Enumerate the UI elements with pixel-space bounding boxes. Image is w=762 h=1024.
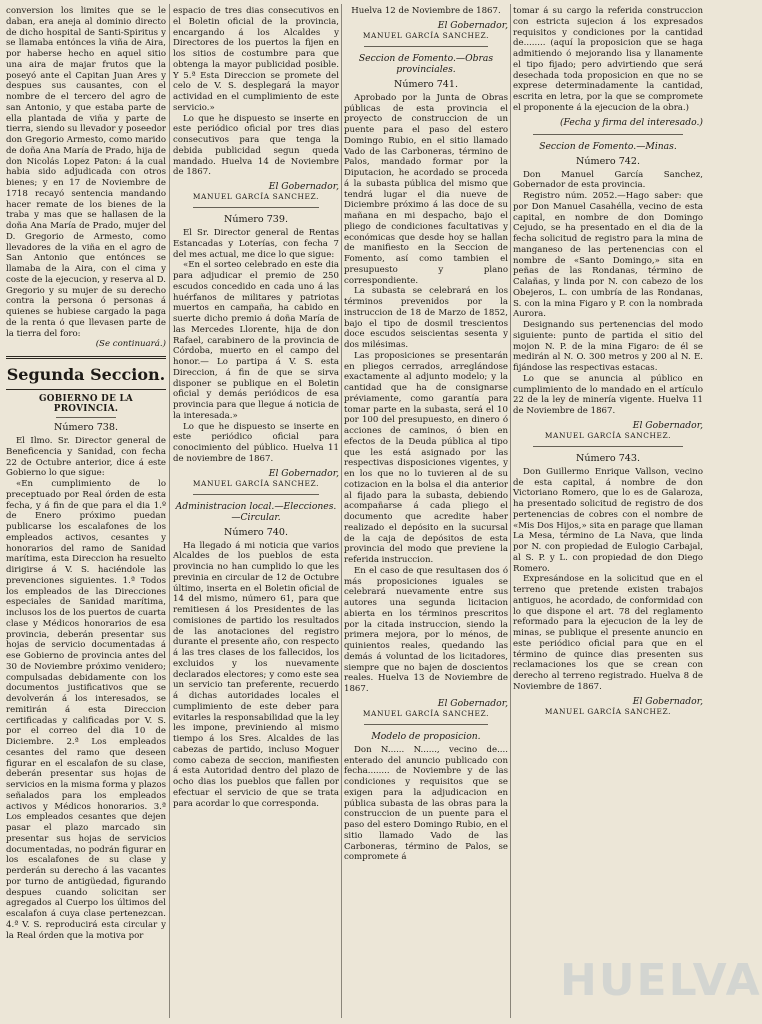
notice-text: La subasta se celebrará en los términos prevenidos por la instruccion de 18 de Marzo de 1852, bajo el tipo de dosmil trescientos doce escudos seiscientas sesenta y dos milésimas.: [344, 286, 508, 350]
notice-heading: Modelo de proposicion.: [371, 730, 481, 742]
signature-name: MANUEL GARCÍA SANCHEZ.: [192, 192, 320, 201]
signature-name: MANUEL GARCÍA SANCHEZ.: [362, 30, 490, 40]
notice-date: Huelva 12 de Noviembre de 1867.: [351, 6, 501, 16]
signature-note: (Fecha y firma del interesado.): [559, 116, 703, 128]
column-rule: [510, 4, 511, 1018]
signature-title: El Gobernador,: [268, 467, 339, 479]
notice-text: Designando sus pertenencias del modo siguiente: punto de partida el sitio del mojon N. P. de la mina Figaro: de él se medirán al N. O. 300 metros y 200 al N. E. fijándose las respectivas estacas.: [513, 320, 703, 373]
notice-text: tomar á su cargo la referida construccion con estricta sujecion á los expresados requisitos y condiciones por la cantidad de........ (aquí la proposicion que se haga admitiendo ó mejorando lisa y llanamente el tipo fijado; pero advirtiendo que será desechada toda proposicion en que no se exprese determinadamente la cantidad, escrita en letra, por la que se compromete el proponente á la ejecucion de la obra.): [513, 6, 703, 113]
section-title: Segunda Seccion.: [6, 356, 166, 390]
continued-note: (Se continuará.): [95, 339, 166, 350]
notice-number: Número 739.: [223, 214, 289, 225]
notice-text: En el caso de que resultasen dos ó más proposiciones iguales se celebrará nuevamente entre sus autores una segunda licitacion abierta en los términos prescritos por la citada instruccion, siendo la primera mejora, por lo ménos, de quinientos reales, quedando las demás á voluntad de los licitadores, siempre que no bajen de doscientos reales. Huelva 13 de Noviembre de 1867.: [344, 565, 508, 694]
column-2: [173, 6, 339, 1016]
column-rule: [341, 4, 342, 1018]
notice-text: Don N...... N......, vecino de.... enterado del anuncio publicado con fecha........ de Noviembre y de las condiciones y requisitos que se exigen para la adjudicacion en pública subasta de las obras para la construccion de un puente para el paso del estero Domingo Rubio, en el sitio llamado Vado de las Carboneras, término de Palos, se compromete á: [344, 744, 508, 863]
signature-title: El Gobernador,: [632, 419, 703, 431]
column-1: [6, 6, 166, 1016]
notice-text: «En el sorteo celebrado en este dia para adjudicar el premio de 250 escudos concedido en cada uno á las huérfanos de militares y patriotas muertos en campaña, ha cabido en suerte dicho premio á doña María de las Mercedes Llorente, hija de don Rafael, carabinero de la provincia de Córdoba, muerto en el campo del honor.— Lo partipa á V. S. esta Direccion, á fin de que se sirva disponer se publique en el Boletin oficial y demás periódicos de esa provincia para que llegue á noticia de la interesada.»: [173, 260, 339, 421]
separator: [533, 446, 683, 447]
notice-text: El Ilmo. Sr. Director general de Beneficencia y Sanidad, con fecha 22 de Octubre anterior, dice á este Gobierno lo que sigue:: [6, 436, 166, 479]
signature-title: El Gobernador,: [268, 181, 339, 192]
column-4: [513, 6, 703, 1016]
signature-name: MANUEL GARCÍA SANCHEZ.: [544, 706, 672, 716]
notice-text: Ha llegado á mi noticia que varios Alcaldes de los pueblos de esta provincia no han cumplido lo que les previnia en circular de 12 de Octubre último, inserta en el Boletin oficial de 14 del mismo, número 61, para que remitiesen á los Presidentes de las comisiones de partido los resultados de las anotaciones del registro durante el presente año, con respecto á las tres clases de los fallecidos, los excluidos y los nuevamente declarados electores; y como este sea un servicio tan preferente, recuerdo á dichas autoridades locales el cumplimiento de este deber para evitarles la responsabilidad que la ley les impone, previniendo al mismo tiempo á los Sres. Alcaldes de las cabezas de partido, incluso Moguer como cabeza de seccion, manifiesten á esta Autoridad dentro del plazo de ocho dias los pueblos que fallen por efectuar el servicio de que se trata para acordar lo que corresponda.: [173, 540, 339, 809]
notice-heading: Administracion local.—Elecciones.—Circular.: [175, 500, 337, 523]
notice-number: Número 738.: [53, 422, 119, 433]
notice-text: Lo que he dispuesto se inserte en este periódico oficial para conocimiento del público. Huelva 11 de noviembre de 1867.: [173, 421, 339, 464]
separator: [533, 134, 683, 135]
notice-number: Número 743.: [575, 452, 641, 464]
signature-name: MANUEL GARCÍA SANCHEZ.: [192, 478, 320, 488]
notice-text: Lo que he dispuesto se inserte en este periódico oficial por tres dias consecutivos para que tenga la debida publicidad segun queda mandado. Huelva 14 de Noviembre de 1867.: [173, 113, 339, 178]
notice-number: Número 742.: [575, 155, 641, 167]
notice-heading: Seccion de Fomento.—Obras provinciales.: [358, 52, 494, 75]
separator: [193, 494, 319, 495]
column-rule: [169, 4, 170, 1018]
signature-title: El Gobernador,: [437, 19, 508, 31]
notice-text: «En cumplimiento de lo preceptuado por Real órden de esta fecha, y á fin de que para el dia 1.º de Enero próximo puedan publicarse los escalafones de los empleados activos, cesantes y honorarios del ramo de Sanidad marítima, esta Direccion ha resuelto dirigirse á V. S. haciéndole las prevenciones siguientes. 1.ª Todos los empleados de las Direcciones especiales de Sanidad marítima, inclusos los de los puertos de cuarta clase y Médicos honorarios de esa provincia, deberán presentar sus hojas de servicio documentadas á ese Gobierno de provincia antes del 30 de Noviembre próximo venidero; compulsadas debidamente con los documentos justificativos que se devolverán á los interesados, se remitirán á esta Direccion certificadas y calificadas por V. S. por el correo del dia 10 de Diciembre. 2.ª Los empleados cesantes del ramo que deseen figurar en el escalafon de su clase, deberán presentar sus hojas de servicios en la misma forma y plazos señalados para los empleados activos y Médicos honorarios. 3.ª Los empleados cesantes que dejen pasar el plazo marcado sin presentar sus hojas de servicios documentadas, no podrán figurar en los escalafones de su clase y perderán su derecho á las vacantes por turno de antigüedad, figurando despues cuando solicitan ser agregados al Cuerpo los últimos del escalafon á cuya clase pertenezcan. 4.ª V. S. reproducirá esta circular y la Real órden que la motiva por: [6, 479, 166, 941]
signature-title: El Gobernador,: [437, 697, 508, 709]
notice-text: El Sr. Director general de Rentas Estancadas y Loterías, con fecha 7 del mes actual, me dice lo que sigue:: [173, 228, 339, 260]
notice-text: espacio de tres dias consecutivos en el Boletin oficial de la provincia, encargando á los Alcaldes y Directores de los puertos la fijen en los sitios de costumbre para que obtenga la mayor publicidad posible. Y 5.ª Esta Direccion se promete del celo de V. S. desplegará la mayor actividad en el cumplimiento de este servicio.»: [173, 6, 339, 113]
separator: [364, 46, 488, 47]
notice-text: Aprobado por la Junta de Obras públicas de esta provincia el proyecto de construccion de un puente para el paso del estero Domingo Rubio, en el sitio llamado Vado de las Carboneras, término de Palos, mandado formar por la Diputacion, he acordado se proceda á la subasta pública del mismo que tendrá lugar el dia nueve de Diciembre próximo á las doce de su mañana en mi despacho, bajo el pliego de condiciones facultativas y económicas que desde hoy se hallan de manifiesto en la Seccion de Fomento, así como tambien el presupuesto y plano correspondiente.: [344, 92, 508, 286]
signature-name: MANUEL GARCÍA SANCHEZ.: [362, 708, 490, 718]
notice-number: Número 741.: [393, 78, 459, 90]
notice-text: Don Manuel García Sanchez, Gobernador de esta provincia.: [513, 169, 703, 191]
notice-text: Don Guillermo Enrique Vallson, vecino de esta capital, á nombre de don Victoriano Romero, que lo es de Galaroza, ha presentado solicitud de registro de dos pertenencias de cobres con el nombre de «Mis Dos Hijos,» sita en parage que llaman La Mesa, término de La Nava, que linda por N. con propiedad de Eulogio Carbajal, al S. P. y L. con propiedad de don Diego Romero.: [513, 466, 703, 574]
separator: [193, 207, 319, 208]
separator: [364, 724, 488, 725]
notice-text: Las proposiciones se presentarán en pliegos cerrados, arreglándose exactamente al adjunto modelo; y la cantidad que ha de consignarse préviamente, como garantía para tomar parte en la subasta, será el 10 por 100 del presupuesto, en dinero ó acciones de caminos, ó bien en efectos de la Deuda pública al tipo que les está asignado por las respectivas disposiciones vigentes, y en los que no lo tuvieren al de su cotizacion en la bolsa el dia anterior al fijado para la subasta, debiendo acompañarse á cada pliego el documento que acredite haber realizado el depósito en la sucursal de la caja de depósitos de esta provincia del modo que previene la referida instruccion.: [344, 350, 508, 565]
column-3: [344, 6, 508, 1016]
notice-text: Registro núm. 2052.—Hago saber: que por Don Manuel Casahélla, vecino de esta capital, en nombre de don Domingo Cejudo, se ha presentado en el dia de la fecha solicitud de registro para la mina de manganeso de las pertenencias con el nombre de «Santo Domingo,» sita en peñas de las Rondanas, término de Calañas, y linda por N. con cabezo de los Obejeros, L. con umbría de las Rondanas, S. con la mina Figaro y P. con la nombrada Aurora.: [513, 191, 703, 320]
gobierno-heading: GOBIERNO DE LA PROVINCIA.: [38, 394, 134, 414]
archive-watermark: HUELVA: [560, 955, 762, 1006]
signature-name: MANUEL GARCÍA SANCHEZ.: [544, 430, 672, 440]
notice-text: Expresándose en la solicitud que en el terreno que pretende existen trabajos antiguos, he acordado, de conformidad con lo que dispone el art. 78 del reglamento reformado para la ejecucion de la ley de minas, se publique el presente anuncio en este periódico oficial para que en el término de quince dias presenten sus reclamaciones los que se crean con derecho al terreno registrado. Huelva 8 de Noviembre de 1867.: [513, 574, 703, 692]
signature-title: El Gobernador,: [632, 695, 703, 707]
notice-heading: Seccion de Fomento.—Minas.: [539, 140, 677, 152]
article-continued-text: conversion los limites que se le daban, era aneja al dominio directo de dicho hospital de Santi-Spiritus y se llamaba entónces la viña de Aira, por haberse hecho en aquel sitio una aira de majar frutos que la poseyó ante el Capitan Juan Ares y despues sus causantes, con el nombre de el tercero del agro de san Antonio, y que estaba parte de ella plantada de viña y parte de tierra, siendo su llevador y poseedor don Gregorio Armesto, como marido de doña Ana María de Prado, hija de don Nicolás Lopez Paton: á la cual habia sido adjudicada con otros bienes; y en 17 de Noviembre de 1718 recayó sentencia mandando hacer remate de los bienes de la traba y mas que se hallasen de la doña Ana María de Prado, mujer del D. Gregorio de Armesto, como llevadores de la viña en el agro de San Antonio que entónces se llamaba de la Aira, con el cima y coste de la ejecucion, y reserva al D. Gregorio y su mujer de su derecho contra la persona ó personas á quienes se hubiese cargado la paga de la renta ó que llevasen parte de la tierra del foro:: [6, 6, 166, 339]
notice-number: Número 740.: [223, 526, 289, 538]
notice-text: Lo que se anuncia al público en cumplimiento de lo mandado en el artículo 22 de la ley de minería vigente. Huelva 11 de Noviembre de 1867.: [513, 373, 703, 416]
separator: [56, 417, 116, 418]
